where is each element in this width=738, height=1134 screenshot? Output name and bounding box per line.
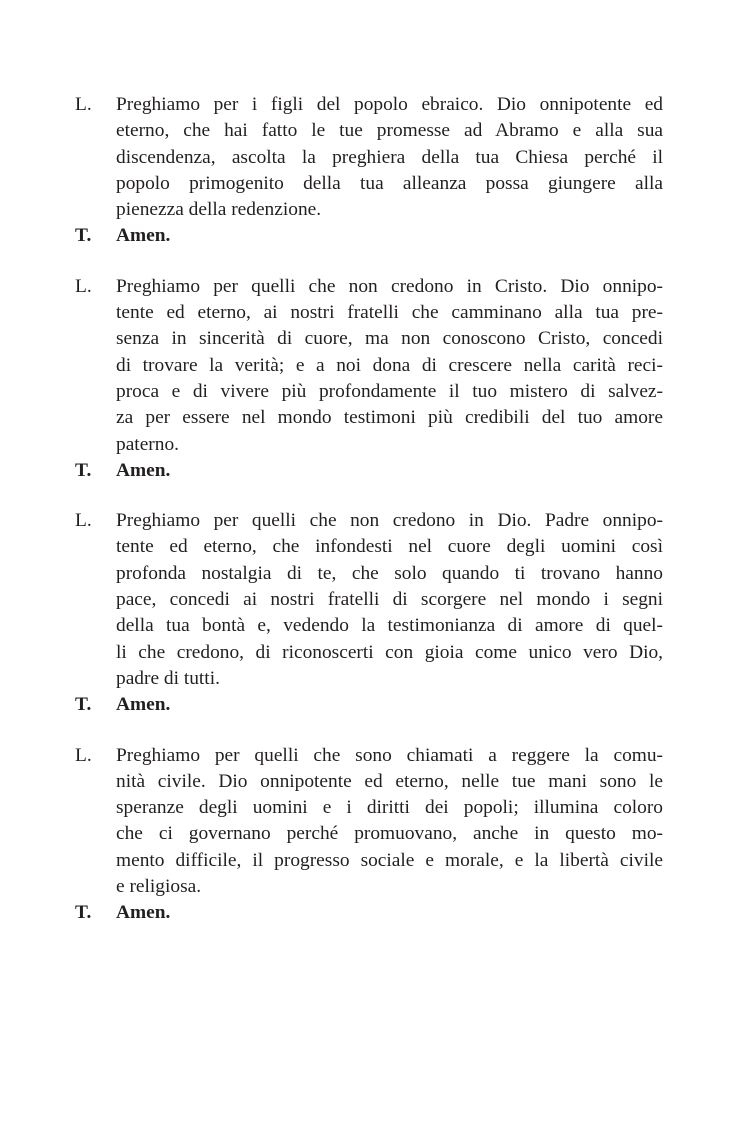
- prayer-line: mento difficile, il progresso sociale e morale, e la libertà civile: [116, 849, 663, 871]
- response-text: Amen.: [116, 694, 171, 716]
- prayer-line: della tua bontà e, vedendo la testimonianza di amore di quel-: [116, 615, 663, 637]
- prayer-line: Preghiamo per quelli che non credono in Cristo. Dio onnipo-: [116, 275, 663, 297]
- prayer-line: li che credono, di riconoscerti con gioia come unico vero Dio,: [116, 641, 663, 663]
- prayer-line: discendenza, ascolta la preghiera della tua Chiesa perché il: [116, 146, 663, 168]
- leader-mark: L.: [75, 94, 92, 115]
- response-mark: T.: [75, 225, 92, 247]
- leader-mark: L.: [75, 275, 92, 297]
- response-text: Amen.: [116, 225, 171, 247]
- prayer-text: [116, 92, 663, 223]
- prayer-line: di trovare la verità; e a noi dona di crescere nella carità reci-: [116, 354, 663, 376]
- response-text: Amen.: [116, 902, 171, 924]
- response-text: Amen.: [116, 459, 171, 481]
- prayer-line: Preghiamo per quelli che non credono in Dio. Padre onnipo-: [116, 510, 663, 532]
- prayer-line: tente ed eterno, che infondesti nel cuore degli uomini così: [116, 536, 663, 558]
- prayer-text: [116, 743, 663, 901]
- prayer-line: e religiosa.: [116, 876, 202, 898]
- leader-row: [75, 274, 663, 458]
- leader-row: [75, 743, 663, 901]
- prayer-text: [116, 508, 663, 692]
- prayer-line: che ci governano perché promuovano, anche in questo mo-: [116, 823, 663, 845]
- response-row: [75, 458, 663, 484]
- response-row: [75, 692, 663, 718]
- prayer-line: popolo primogenito della tua alleanza possa giungere alla: [116, 172, 663, 194]
- prayer-line: pienezza della redenzione.: [116, 199, 322, 221]
- prayer-block: [75, 274, 663, 484]
- prayer-line: pace, concedi ai nostri fratelli di scorgere nel mondo i segni: [116, 589, 663, 611]
- prayer-line: proca e di vivere più profondamente il tuo mistero di salvez-: [116, 380, 663, 402]
- response-row: [75, 900, 663, 926]
- prayer-line: nità civile. Dio onnipotente ed eterno, nelle tue mani sono le: [116, 770, 663, 792]
- leader-mark: L.: [75, 744, 92, 766]
- prayer-line: padre di tutti.: [116, 667, 220, 689]
- prayer-line: Preghiamo per quelli che sono chiamati a reggere la comu-: [116, 744, 663, 766]
- prayer-line: Preghiamo per i figli del popolo ebraico. Dio onnipotente ed: [116, 94, 663, 115]
- prayer-line: za per essere nel mondo testimoni più credibili del tuo amore: [116, 407, 663, 429]
- prayer-page: [75, 92, 663, 951]
- leader-mark: L.: [75, 510, 92, 532]
- prayer-block: [75, 508, 663, 718]
- leader-row: [75, 508, 663, 692]
- prayer-block: [75, 92, 663, 250]
- response-mark: T.: [75, 459, 92, 481]
- prayer-block: [75, 743, 663, 927]
- prayer-line: paterno.: [116, 433, 179, 455]
- response-row: [75, 223, 663, 249]
- prayer-line: eterno, che hai fatto le tue promesse ad Abramo e alla sua: [116, 120, 663, 142]
- response-mark: T.: [75, 694, 92, 716]
- prayer-line: senza in sincerità di cuore, ma non conoscono Cristo, concedi: [116, 328, 663, 350]
- prayer-line: speranze degli uomini e i diritti dei popoli; illumina coloro: [116, 797, 663, 819]
- prayer-text: [116, 274, 663, 458]
- prayer-line: tente ed eterno, ai nostri fratelli che camminano alla tua pre-: [116, 302, 663, 324]
- response-mark: T.: [75, 902, 92, 924]
- leader-row: [75, 92, 663, 223]
- prayer-line: profonda nostalgia di te, che solo quando ti trovano hanno: [116, 562, 663, 584]
